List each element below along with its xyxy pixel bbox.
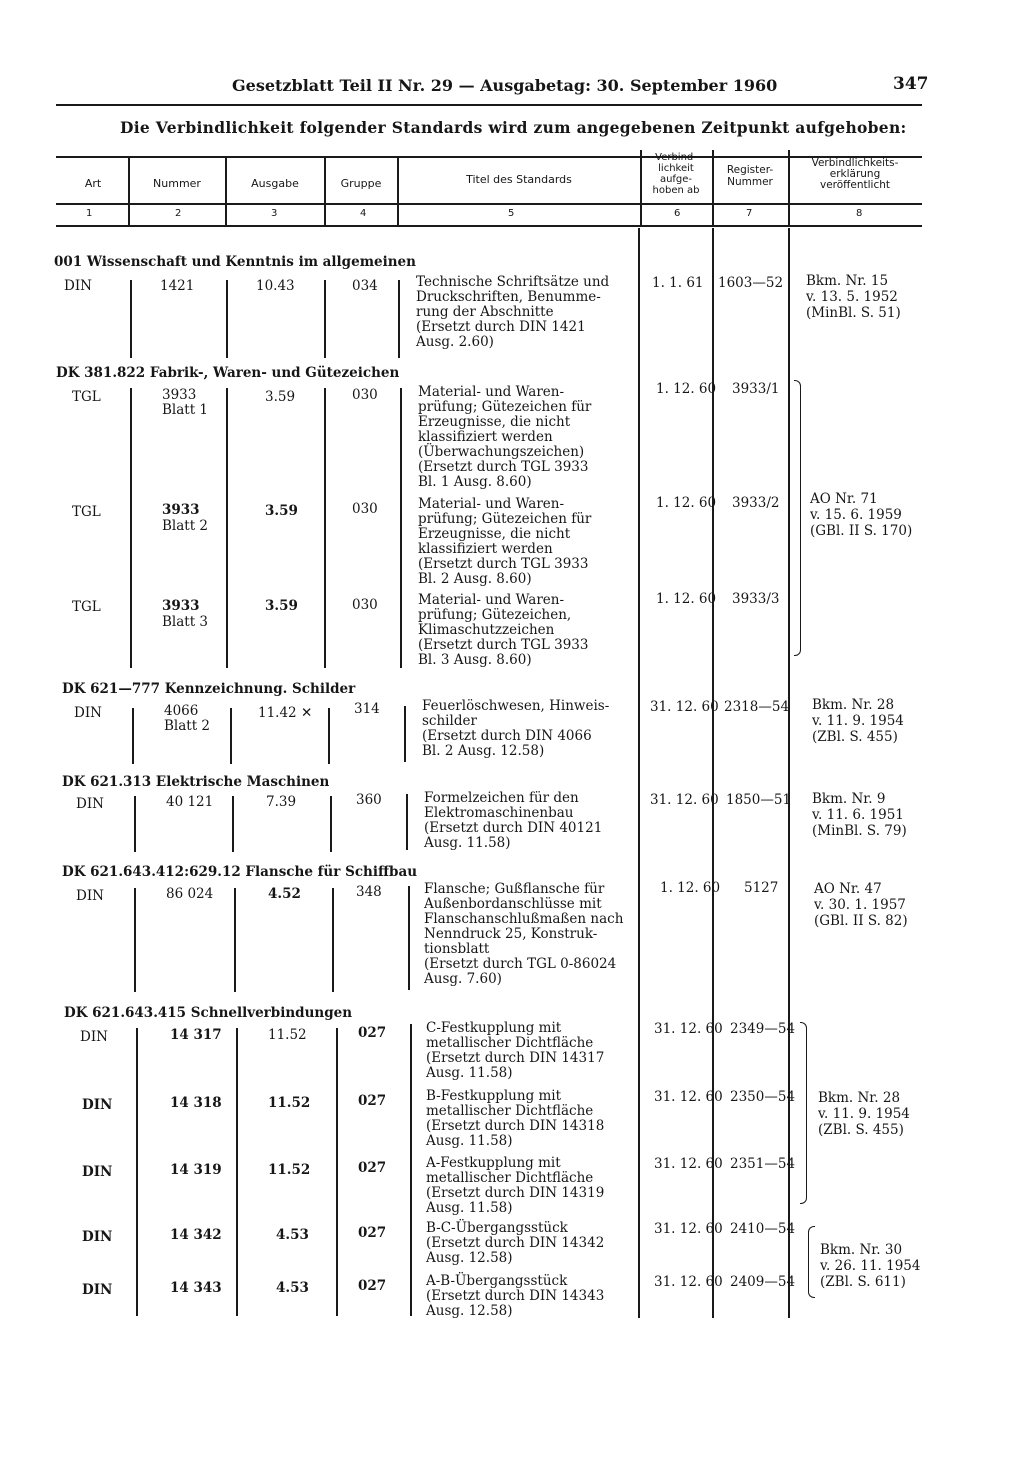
row-art: DIN	[74, 705, 102, 721]
row-divider	[136, 1028, 138, 1316]
col-divider	[128, 158, 130, 225]
row-divider	[398, 280, 400, 358]
row-gruppe: 027	[358, 1278, 387, 1294]
row-ausgabe: 11.52	[268, 1095, 311, 1111]
row-aufgehoben-ab: 31. 12. 60	[654, 1274, 723, 1290]
row-register: 2318—54	[724, 699, 790, 715]
row-divider	[134, 796, 136, 852]
col-header-ausgabe: Ausgabe	[251, 177, 299, 190]
row-aufgehoben-ab: 31. 12. 60	[654, 1089, 723, 1105]
col-header-titel: Titel des Standards	[466, 173, 572, 186]
row-titel: Technische Schriftsätze und Druckschriften, Benumme- rung der Abschnitte (Ersetzt durch DIN 1421 Ausg. 2.60)	[416, 274, 610, 350]
group-brace	[800, 1022, 807, 1204]
col-header-veroeffentlicht: Verbindlichkeits- erklärung veröffentlicht	[811, 157, 899, 191]
row-titel: B-C-Übergangsstück (Ersetzt durch DIN 14342 Ausg. 12.58)	[426, 1220, 605, 1266]
row-aufgehoben-ab: 1. 12. 60	[656, 495, 717, 511]
body-col-divider	[788, 228, 790, 1318]
row-divider	[236, 1028, 238, 1316]
row-gruppe: 030	[352, 597, 378, 613]
row-nummer-blatt: Blatt 3	[162, 614, 209, 630]
row-art: DIN	[82, 1282, 113, 1298]
row-gruppe: 027	[358, 1025, 387, 1041]
row-nummer: 3933	[162, 502, 200, 518]
table-caption: Die Verbindlichkeit folgender Standards wird zum angegebenen Zeitpunkt aufgehoben:	[120, 118, 907, 137]
col-number: 2	[175, 208, 182, 219]
row-nummer: 40 121	[166, 794, 214, 810]
row-nummer: 3933	[162, 387, 197, 403]
col-number: 5	[508, 208, 515, 219]
col-header-nummer: Nummer	[153, 177, 201, 190]
row-divider	[410, 1024, 412, 1316]
row-register: 3933/1	[732, 381, 780, 397]
row-register: 2350—54	[730, 1089, 796, 1105]
row-art: DIN	[82, 1097, 113, 1113]
col-header-art: Art	[84, 177, 102, 190]
row-ausgabe: 4.53	[276, 1227, 309, 1243]
page-header-title: Gesetzblatt Teil II Nr. 29 — Ausgabetag: 30. September 1960	[232, 76, 778, 95]
row-titel: Material- und Waren- prüfung; Gütezeichen für Erzeugnisse, die nicht klassifiziert werden (Überwachungszeichen) (Ersetzt durch TGL 3933 Bl. 1 Ausg. 8.60)	[418, 384, 592, 490]
row-reference: Bkm. Nr. 9 v. 11. 6. 1951 (MinBl. S. 79)	[812, 791, 907, 839]
section-heading: DK 621.313 Elektrische Maschinen	[62, 774, 330, 790]
row-reference: Bkm. Nr. 28 v. 11. 9. 1954 (ZBl. S. 455)	[812, 697, 904, 745]
row-aufgehoben-ab: 1. 12. 60	[660, 880, 721, 896]
row-titel: Feuerlöschwesen, Hinweis- schilder (Ersetzt durch DIN 4066 Bl. 2 Ausg. 12.58)	[422, 698, 610, 759]
row-nummer-blatt: Blatt 2	[164, 718, 211, 734]
row-divider	[400, 388, 402, 668]
row-nummer: 4066	[164, 703, 199, 719]
row-register: 3933/3	[732, 591, 780, 607]
row-aufgehoben-ab: 1. 1. 61	[652, 275, 704, 291]
col-divider	[225, 158, 227, 225]
col-divider	[324, 158, 326, 225]
row-ausgabe: 11.52	[268, 1162, 311, 1178]
row-art: DIN	[80, 1029, 108, 1045]
section-heading: DK 621—777 Kennzeichnung. Schilder	[62, 681, 356, 697]
row-nummer: 1421	[160, 278, 195, 294]
row-titel: C-Festkupplung mit metallischer Dichtfläche (Ersetzt durch DIN 14317 Ausg. 11.58)	[426, 1020, 605, 1081]
page-number: 347	[893, 74, 929, 94]
row-gruppe: 027	[358, 1160, 387, 1176]
row-gruppe: 030	[352, 387, 378, 403]
row-art: TGL	[72, 504, 101, 520]
row-divider	[230, 708, 232, 764]
row-art: DIN	[64, 278, 92, 294]
table-header-rule	[56, 203, 922, 205]
row-divider	[232, 796, 234, 852]
row-divider	[234, 888, 236, 992]
section-heading: 001 Wissenschaft und Kenntnis im allgemeinen	[54, 254, 416, 270]
row-art: TGL	[72, 599, 101, 615]
row-aufgehoben-ab: 31. 12. 60	[650, 792, 719, 808]
row-art: DIN	[76, 796, 104, 812]
row-titel: Material- und Waren- prüfung; Gütezeichen für Erzeugnisse, die nicht klassifiziert werden (Ersetzt durch TGL 3933 Bl. 2 Ausg. 8.60)	[418, 496, 592, 587]
row-divider	[226, 388, 228, 668]
row-aufgehoben-ab: 31. 12. 60	[654, 1221, 723, 1237]
row-nummer: 14 342	[170, 1227, 222, 1243]
row-divider	[324, 388, 326, 668]
table-number-rule	[56, 225, 922, 227]
row-ausgabe: 7.39	[266, 794, 297, 810]
row-art: DIN	[76, 888, 104, 904]
col-divider	[397, 158, 399, 225]
row-ausgabe: 4.52	[268, 886, 301, 902]
group-brace	[808, 1226, 815, 1298]
row-ausgabe: 3.59	[265, 389, 296, 405]
section-heading: DK 621.643.412:629.12 Flansche für Schiffbau	[62, 864, 418, 880]
row-divider	[332, 888, 334, 992]
row-nummer: 86 024	[166, 886, 214, 902]
row-ausgabe: 11.42 ✕	[258, 705, 313, 721]
row-nummer: 3933	[162, 598, 200, 614]
row-reference: Bkm. Nr. 15 v. 13. 5. 1952 (MinBl. S. 51)	[806, 273, 901, 321]
group-brace	[794, 380, 801, 656]
row-divider	[330, 796, 332, 852]
row-titel: Flansche; Gußflansche für Außenbordanschlüsse mit Flanschanschlußmaßen nach Nenndruck 25, Konstruk- tionsblatt (Ersetzt durch TGL 0-86024 Ausg. 7.60)	[424, 881, 624, 987]
row-gruppe: 360	[356, 792, 382, 808]
row-nummer: 14 343	[170, 1280, 222, 1296]
row-titel: Formelzeichen für den Elektromaschinenbau (Ersetzt durch DIN 40121 Ausg. 11.58)	[424, 790, 603, 851]
row-reference: AO Nr. 47 v. 30. 1. 1957 (GBl. II S. 82)	[814, 881, 908, 929]
col-number: 6	[674, 208, 681, 219]
section-heading: DK 381.822 Fabrik-, Waren- und Gütezeichen	[56, 365, 400, 381]
row-register: 3933/2	[732, 495, 780, 511]
row-ausgabe: 11.52	[268, 1027, 307, 1043]
row-gruppe: 027	[358, 1225, 387, 1241]
col-header-gruppe: Gruppe	[340, 177, 382, 190]
row-gruppe: 034	[352, 278, 378, 294]
col-header-verbindlichkeit: Verbind- lichkeit aufge- hoben ab	[652, 152, 700, 196]
col-header-register: Register- Nummer	[726, 164, 774, 188]
row-divider	[328, 708, 330, 764]
row-titel: Material- und Waren- prüfung; Gütezeichen, Klimaschutzzeichen (Ersetzt durch TGL 3933 Bl. 3 Ausg. 8.60)	[418, 592, 589, 668]
row-register: 1603—52	[718, 275, 784, 291]
row-art: DIN	[82, 1229, 113, 1245]
row-aufgehoben-ab: 1. 12. 60	[656, 381, 717, 397]
row-gruppe: 030	[352, 501, 378, 517]
row-art: TGL	[72, 389, 101, 405]
row-ausgabe: 4.53	[276, 1280, 309, 1296]
row-titel: A-Festkupplung mit metallischer Dichtfläche (Ersetzt durch DIN 14319 Ausg. 11.58)	[426, 1155, 605, 1216]
row-gruppe: 027	[358, 1093, 387, 1109]
row-register: 2351—54	[730, 1156, 796, 1172]
section-heading: DK 621.643.415 Schnellverbindungen	[64, 1005, 353, 1021]
row-gruppe: 314	[354, 701, 380, 717]
col-number: 8	[856, 208, 863, 219]
row-nummer: 14 319	[170, 1162, 222, 1178]
row-reference: Bkm. Nr. 28 v. 11. 9. 1954 (ZBl. S. 455)	[818, 1090, 910, 1138]
row-aufgehoben-ab: 31. 12. 60	[654, 1156, 723, 1172]
row-nummer-blatt: Blatt 1	[162, 402, 209, 418]
row-titel: A-B-Übergangsstück (Ersetzt durch DIN 14343 Ausg. 12.58)	[426, 1273, 605, 1319]
row-divider	[130, 388, 132, 668]
row-nummer-blatt: Blatt 2	[162, 518, 209, 534]
row-register: 2349—54	[730, 1021, 796, 1037]
col-number: 1	[86, 208, 93, 219]
row-divider	[130, 280, 132, 358]
row-divider	[134, 888, 136, 992]
col-number: 4	[360, 208, 367, 219]
row-register: 1850—51	[726, 792, 792, 808]
row-register: 2410—54	[730, 1221, 796, 1237]
row-divider	[408, 886, 410, 990]
row-register: 2409—54	[730, 1274, 796, 1290]
row-ausgabe: 10.43	[256, 278, 295, 294]
row-reference: Bkm. Nr. 30 v. 26. 11. 1954 (ZBl. S. 611)	[820, 1242, 921, 1290]
body-col-divider	[638, 228, 640, 1318]
row-ausgabe: 3.59	[265, 503, 298, 519]
row-nummer: 14 318	[170, 1095, 222, 1111]
row-aufgehoben-ab: 31. 12. 60	[654, 1021, 723, 1037]
row-divider	[336, 1028, 338, 1316]
row-art: DIN	[82, 1164, 113, 1180]
row-divider	[132, 708, 134, 764]
row-aufgehoben-ab: 31. 12. 60	[650, 699, 719, 715]
row-reference: AO Nr. 71 v. 15. 6. 1959 (GBl. II S. 170)	[810, 491, 913, 539]
col-number: 3	[271, 208, 278, 219]
row-titel: B-Festkupplung mit metallischer Dichtfläche (Ersetzt durch DIN 14318 Ausg. 11.58)	[426, 1088, 605, 1149]
col-number: 7	[746, 208, 753, 219]
row-nummer: 14 317	[170, 1027, 222, 1043]
row-divider	[226, 280, 228, 358]
row-aufgehoben-ab: 1. 12. 60	[656, 591, 717, 607]
row-register: 5127	[744, 880, 779, 896]
row-divider	[406, 794, 408, 850]
row-divider	[324, 280, 326, 358]
row-gruppe: 348	[356, 884, 382, 900]
header-rule	[56, 104, 922, 106]
row-ausgabe: 3.59	[265, 598, 298, 614]
row-divider	[404, 706, 406, 762]
